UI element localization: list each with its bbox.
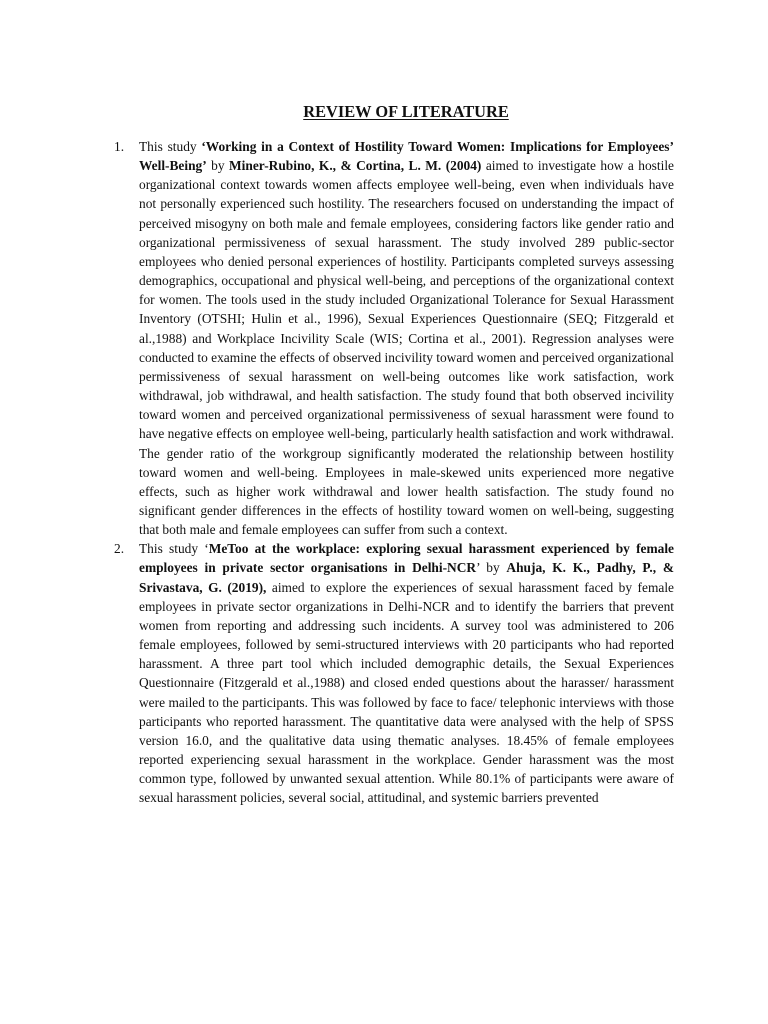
study-authors: Ahuja, K. K., Padhy, P., & Srivastava, G. (2019), (139, 560, 674, 595)
intro-text: This study ‘ (139, 541, 209, 557)
list-item-number: 1. (114, 139, 125, 154)
by-text: by (206, 158, 230, 174)
study-title: ‘Working in a Context of Hostility Toward Women: Implications for Employees’ Well-Being’ (139, 139, 674, 174)
intro-text: This study (139, 139, 202, 154)
list-item (114, 539, 674, 807)
list-item-text (139, 139, 674, 537)
study-body: aimed to explore the experiences of sexual harassment faced by female employees in private sector organizations in Delhi-NCR and to identify the barriers that prevent women from reporting and addressing such incidents. A survey tool was administered to 206 female employees, followed by semi-structured interviews with 20 participants who had reported harassment. A three part tool which included demographic details, the Sexual Experiences Questionnaire (Fitzgerald et al.,1988) and closed ended questions about the harasser/ harassment were mailed to the participants. This was followed by face to face/ telephonic interviews with those participants who reported harassment. The quantitative data were analysed with the help of SPSS version 16.0, and the qualitative data using thematic analyses. 18.45% of female employees reported experiencing sexual harassment in the workplace. Gender harassment was the most common type, followed by unwanted sexual attention. While 80.1% of participants were aware of sexual harassment policies, several social, attitudinal, and systemic barriers prevented (139, 579, 674, 806)
study-body: aimed to investigate how a hostile organizational context towards women affects employee well-being, even when individuals have not personally experienced such hostility. The researchers focused on understanding the impact of perceived misogyny on both male and female employees, considering factors like gender ratio and organizational permissiveness of sexual harassment. The study involved 289 public-sector employees who denied personal experiences of hostility. Participants completed surveys assessing demographics, occupational and physical well-being, and perceptions of the organizational context for women. The tools used in the study included Organizational Tolerance for Sexual Harassment Inventory (OTSHI; Hulin et al., 1996), Sexual Experiences Questionnaire (SEQ; Fitzgerald et al.,1988) and Workplace Incivility Scale (WIS; Cortina et al., 2001). Regression analyses were conducted to examine the effects of observed incivility toward women and perceived organizational permissiveness of sexual harassment on well-being outcomes like work satisfaction, work withdrawal, job withdrawal, and health satisfaction. The study found that both observed incivility toward women and perceived organizational permissiveness of sexual harassment were found to have negative effects on employee well-being, particularly health satisfaction and work withdrawal. The gender ratio of the workgroup significantly moderated the relationship between hostility toward women and well-being. Employees in male-skewed units experienced more negative effects, such as higher work withdrawal and lower health satisfaction. The study found no significant gender differences in the effects of hostility toward women on well-being, suggesting that both male and female employees can suffer from such a context. (139, 158, 674, 538)
literature-list (114, 137, 674, 807)
list-item-text (139, 541, 674, 805)
study-title: MeToo at the workplace: exploring sexual harassment experienced by female employees in private sector organisations in Delhi-NCR (139, 541, 674, 576)
by-text: ’ by (476, 560, 507, 576)
page-title: REVIEW OF LITERATURE (303, 102, 509, 121)
list-item-number: 2. (114, 541, 125, 557)
study-authors: Miner-Rubino, K., & Cortina, L. M. (2004) (229, 158, 482, 174)
list-item (114, 137, 674, 539)
